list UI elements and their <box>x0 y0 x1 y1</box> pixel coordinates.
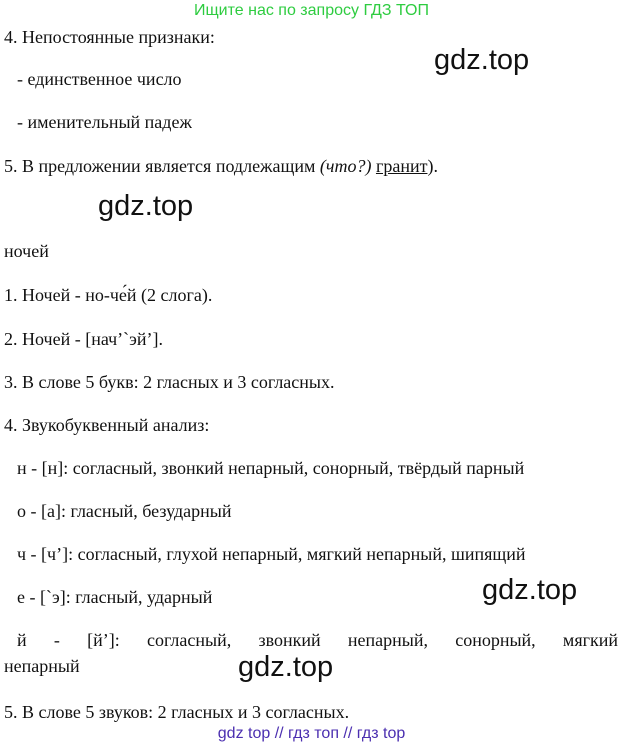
line-nonconstant-features: 4. Непостоянные признаки: <box>4 27 215 47</box>
line-analysis-title: 4. Звукобуквенный анализ: <box>4 415 210 435</box>
footer-watermark: gdz top // гдз топ // гдз top <box>217 725 406 742</box>
line-sound-o: о - [а]: гласный, безударный <box>17 501 232 521</box>
watermark: gdz.top <box>98 190 194 222</box>
word-heading: ночей <box>4 241 49 261</box>
watermark: gdz.top <box>482 574 578 606</box>
line-singular: - единственное число <box>17 69 182 89</box>
line-sound-y-cont: непарный <box>4 656 80 676</box>
watermark: gdz.top <box>434 44 530 76</box>
line-sound-y: й - [й’]: согласный, звонкий непарный, сонорный, мягкий <box>17 630 618 650</box>
line-transcription: 2. Ночей - [нач’`эй’]. <box>4 329 163 349</box>
line-sound-ch: ч - [ч’]: согласный, глухой непарный, мягкий непарный, шипящий <box>17 544 526 564</box>
line-letter-count: 3. В слове 5 букв: 2 гласных и 3 согласных. <box>4 372 335 392</box>
line-subject: 5. В предложении является подлежащим (что?) гранит). <box>4 156 438 176</box>
line-nominative: - именительный падеж <box>17 112 192 132</box>
line-syllables: 1. Ночей - но-че́й (2 слога). <box>4 285 213 305</box>
watermark: gdz.top <box>238 651 334 683</box>
line-sound-e: е - [`э]: гласный, ударный <box>17 587 213 607</box>
line-sound-count: 5. В слове 5 звуков: 2 гласных и 3 согласных. <box>4 702 350 722</box>
top-banner: Ищите нас по запросу ГДЗ ТОП <box>194 2 429 19</box>
line-sound-n: н - [н]: согласный, звонкий непарный, сонорный, твёрдый парный <box>17 458 525 478</box>
